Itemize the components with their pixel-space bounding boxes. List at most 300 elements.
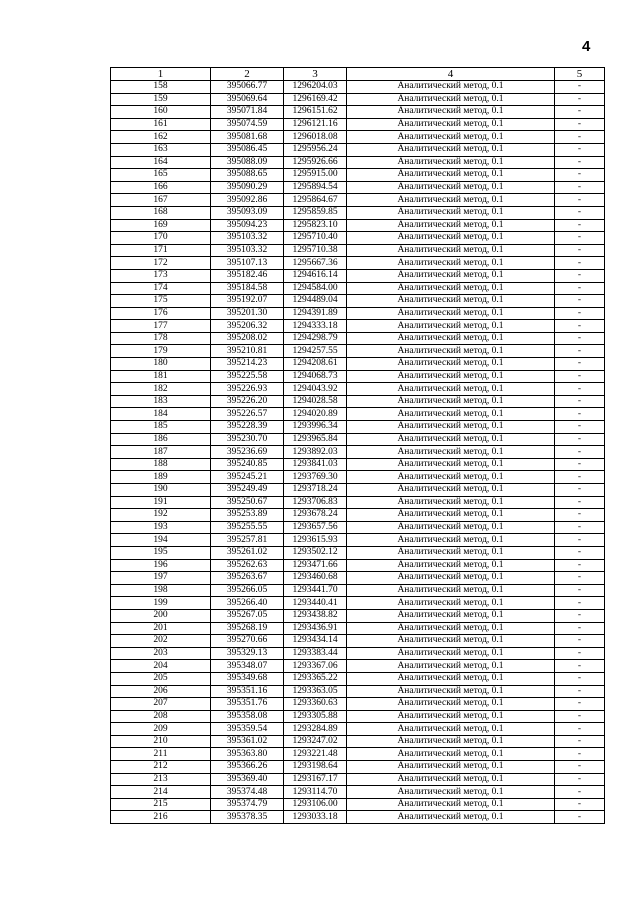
x-coordinate-cell: 395351.76 (211, 698, 284, 711)
x-coordinate-cell: 395225.58 (211, 370, 284, 383)
x-coordinate-cell: 395240.85 (211, 458, 284, 471)
table-header-row (111, 68, 605, 81)
note-cell: - (555, 559, 605, 572)
table-row (111, 471, 605, 484)
y-coordinate-cell: 1294616.14 (284, 269, 347, 282)
y-coordinate-cell: 1293460.68 (284, 572, 347, 585)
note-cell: - (555, 509, 605, 522)
note-cell: - (555, 597, 605, 610)
table-row (111, 509, 605, 522)
y-coordinate-cell: 1293367.06 (284, 660, 347, 673)
method-cell: Аналитический метод, 0.1 (347, 698, 555, 711)
table-row (111, 408, 605, 421)
method-cell: Аналитический метод, 0.1 (347, 370, 555, 383)
table-row (111, 106, 605, 119)
x-coordinate-cell: 395071.84 (211, 106, 284, 119)
note-cell: - (555, 169, 605, 182)
method-cell: Аналитический метод, 0.1 (347, 635, 555, 648)
table-row (111, 496, 605, 509)
y-coordinate-cell: 1293502.12 (284, 546, 347, 559)
table-row (111, 395, 605, 408)
point-number-cell: 200 (111, 609, 211, 622)
table-row (111, 735, 605, 748)
y-coordinate-cell: 1295710.40 (284, 232, 347, 245)
x-coordinate-cell: 395182.46 (211, 269, 284, 282)
table-row (111, 244, 605, 257)
note-cell: - (555, 647, 605, 660)
method-cell: Аналитический метод, 0.1 (347, 383, 555, 396)
y-coordinate-cell: 1296121.16 (284, 118, 347, 131)
method-cell: Аналитический метод, 0.1 (347, 219, 555, 232)
method-cell: Аналитический метод, 0.1 (347, 572, 555, 585)
x-coordinate-cell: 395228.39 (211, 421, 284, 434)
method-cell: Аналитический метод, 0.1 (347, 748, 555, 761)
method-cell: Аналитический метод, 0.1 (347, 345, 555, 358)
y-coordinate-cell: 1296169.42 (284, 93, 347, 106)
method-cell: Аналитический метод, 0.1 (347, 282, 555, 295)
x-coordinate-cell: 395201.30 (211, 307, 284, 320)
note-cell: - (555, 798, 605, 811)
y-coordinate-cell: 1293769.30 (284, 471, 347, 484)
x-coordinate-cell: 395086.45 (211, 143, 284, 156)
table-row (111, 685, 605, 698)
y-coordinate-cell: 1293436.91 (284, 622, 347, 635)
y-coordinate-cell: 1293305.88 (284, 710, 347, 723)
method-cell: Аналитический метод, 0.1 (347, 295, 555, 308)
note-cell: - (555, 672, 605, 685)
x-coordinate-cell: 395081.68 (211, 131, 284, 144)
note-cell: - (555, 458, 605, 471)
x-coordinate-cell: 395267.05 (211, 609, 284, 622)
table-row (111, 534, 605, 547)
table-row (111, 433, 605, 446)
y-coordinate-cell: 1295864.67 (284, 194, 347, 207)
table-row (111, 584, 605, 597)
x-coordinate-cell: 395074.59 (211, 118, 284, 131)
point-number-cell: 171 (111, 244, 211, 257)
method-cell: Аналитический метод, 0.1 (347, 534, 555, 547)
page-number: 4 (582, 38, 591, 55)
x-coordinate-cell: 395374.48 (211, 786, 284, 799)
table-row (111, 609, 605, 622)
x-coordinate-cell: 395363.80 (211, 748, 284, 761)
table-row (111, 295, 605, 308)
point-number-cell: 202 (111, 635, 211, 648)
x-coordinate-cell: 395226.57 (211, 408, 284, 421)
y-coordinate-cell: 1293434.14 (284, 635, 347, 648)
point-number-cell: 174 (111, 282, 211, 295)
table-row (111, 786, 605, 799)
point-number-cell: 193 (111, 521, 211, 534)
method-cell: Аналитический метод, 0.1 (347, 484, 555, 497)
method-cell: Аналитический метод, 0.1 (347, 307, 555, 320)
y-coordinate-cell: 1293678.24 (284, 509, 347, 522)
y-coordinate-cell: 1293996.34 (284, 421, 347, 434)
x-coordinate-cell: 395094.23 (211, 219, 284, 232)
x-coordinate-cell: 395093.09 (211, 206, 284, 219)
note-cell: - (555, 433, 605, 446)
note-cell: - (555, 81, 605, 94)
column-header: 3 (284, 68, 347, 81)
point-number-cell: 165 (111, 169, 211, 182)
table-row (111, 206, 605, 219)
method-cell: Аналитический метод, 0.1 (347, 509, 555, 522)
column-header: 2 (211, 68, 284, 81)
note-cell: - (555, 257, 605, 270)
point-number-cell: 190 (111, 484, 211, 497)
note-cell: - (555, 383, 605, 396)
note-cell: - (555, 534, 605, 547)
method-cell: Аналитический метод, 0.1 (347, 408, 555, 421)
y-coordinate-cell: 1293965.84 (284, 433, 347, 446)
y-coordinate-cell: 1294043.92 (284, 383, 347, 396)
y-coordinate-cell: 1293365.22 (284, 672, 347, 685)
x-coordinate-cell: 395255.55 (211, 521, 284, 534)
x-coordinate-cell: 395230.70 (211, 433, 284, 446)
y-coordinate-cell: 1296018.08 (284, 131, 347, 144)
note-cell: - (555, 307, 605, 320)
point-number-cell: 199 (111, 597, 211, 610)
x-coordinate-cell: 395270.66 (211, 635, 284, 648)
y-coordinate-cell: 1294584.00 (284, 282, 347, 295)
note-cell: - (555, 698, 605, 711)
note-cell: - (555, 421, 605, 434)
note-cell: - (555, 622, 605, 635)
x-coordinate-cell: 395206.32 (211, 320, 284, 333)
note-cell: - (555, 748, 605, 761)
method-cell: Аналитический метод, 0.1 (347, 609, 555, 622)
table-row (111, 219, 605, 232)
note-cell: - (555, 685, 605, 698)
y-coordinate-cell: 1295894.54 (284, 181, 347, 194)
note-cell: - (555, 131, 605, 144)
column-header: 1 (111, 68, 211, 81)
x-coordinate-cell: 395184.58 (211, 282, 284, 295)
x-coordinate-cell: 395092.86 (211, 194, 284, 207)
table-row (111, 181, 605, 194)
x-coordinate-cell: 395268.19 (211, 622, 284, 635)
x-coordinate-cell: 395103.32 (211, 232, 284, 245)
table-row (111, 320, 605, 333)
method-cell: Аналитический метод, 0.1 (347, 685, 555, 698)
note-cell: - (555, 710, 605, 723)
x-coordinate-cell: 395351.16 (211, 685, 284, 698)
y-coordinate-cell: 1295859.85 (284, 206, 347, 219)
y-coordinate-cell: 1293441.70 (284, 584, 347, 597)
y-coordinate-cell: 1293221.48 (284, 748, 347, 761)
y-coordinate-cell: 1293706.83 (284, 496, 347, 509)
y-coordinate-cell: 1293440.41 (284, 597, 347, 610)
method-cell: Аналитический метод, 0.1 (347, 559, 555, 572)
note-cell: - (555, 761, 605, 774)
note-cell: - (555, 118, 605, 131)
table-row (111, 622, 605, 635)
note-cell: - (555, 496, 605, 509)
note-cell: - (555, 660, 605, 673)
point-number-cell: 167 (111, 194, 211, 207)
point-number-cell: 213 (111, 773, 211, 786)
method-cell: Аналитический метод, 0.1 (347, 597, 555, 610)
table-row (111, 332, 605, 345)
note-cell: - (555, 181, 605, 194)
table-row (111, 358, 605, 371)
point-number-cell: 192 (111, 509, 211, 522)
note-cell: - (555, 609, 605, 622)
method-cell: Аналитический метод, 0.1 (347, 521, 555, 534)
x-coordinate-cell: 395249.49 (211, 484, 284, 497)
table-row (111, 143, 605, 156)
table-row (111, 559, 605, 572)
point-number-cell: 177 (111, 320, 211, 333)
table-row (111, 660, 605, 673)
note-cell: - (555, 232, 605, 245)
x-coordinate-cell: 395088.09 (211, 156, 284, 169)
table-row (111, 118, 605, 131)
table-row (111, 597, 605, 610)
note-cell: - (555, 106, 605, 119)
y-coordinate-cell: 1293114.70 (284, 786, 347, 799)
x-coordinate-cell: 395257.81 (211, 534, 284, 547)
point-number-cell: 209 (111, 723, 211, 736)
note-cell: - (555, 471, 605, 484)
table-row (111, 798, 605, 811)
point-number-cell: 182 (111, 383, 211, 396)
table-row (111, 761, 605, 774)
method-cell: Аналитический метод, 0.1 (347, 496, 555, 509)
method-cell: Аналитический метод, 0.1 (347, 647, 555, 660)
table-row (111, 169, 605, 182)
note-cell: - (555, 735, 605, 748)
point-number-cell: 161 (111, 118, 211, 131)
note-cell: - (555, 584, 605, 597)
point-number-cell: 214 (111, 786, 211, 799)
y-coordinate-cell: 1294028.58 (284, 395, 347, 408)
note-cell: - (555, 446, 605, 459)
method-cell: Аналитический метод, 0.1 (347, 269, 555, 282)
table-row (111, 446, 605, 459)
x-coordinate-cell: 395329.13 (211, 647, 284, 660)
y-coordinate-cell: 1294257.55 (284, 345, 347, 358)
coordinates-table (110, 67, 605, 824)
table-row (111, 521, 605, 534)
point-number-cell: 186 (111, 433, 211, 446)
table-row (111, 546, 605, 559)
y-coordinate-cell: 1293284.89 (284, 723, 347, 736)
table-row (111, 698, 605, 711)
point-number-cell: 208 (111, 710, 211, 723)
table-row (111, 307, 605, 320)
y-coordinate-cell: 1293033.18 (284, 811, 347, 824)
x-coordinate-cell: 395369.40 (211, 773, 284, 786)
x-coordinate-cell: 395107.13 (211, 257, 284, 270)
method-cell: Аналитический метод, 0.1 (347, 232, 555, 245)
y-coordinate-cell: 1295710.38 (284, 244, 347, 257)
table-row (111, 370, 605, 383)
method-cell: Аналитический метод, 0.1 (347, 433, 555, 446)
point-number-cell: 212 (111, 761, 211, 774)
method-cell: Аналитический метод, 0.1 (347, 257, 555, 270)
method-cell: Аналитический метод, 0.1 (347, 660, 555, 673)
note-cell: - (555, 484, 605, 497)
note-cell: - (555, 295, 605, 308)
method-cell: Аналитический метод, 0.1 (347, 169, 555, 182)
method-cell: Аналитический метод, 0.1 (347, 735, 555, 748)
x-coordinate-cell: 395263.67 (211, 572, 284, 585)
table-row (111, 257, 605, 270)
point-number-cell: 211 (111, 748, 211, 761)
method-cell: Аналитический метод, 0.1 (347, 761, 555, 774)
method-cell: Аналитический метод, 0.1 (347, 181, 555, 194)
x-coordinate-cell: 395066.77 (211, 81, 284, 94)
x-coordinate-cell: 395226.20 (211, 395, 284, 408)
note-cell: - (555, 206, 605, 219)
y-coordinate-cell: 1294489.04 (284, 295, 347, 308)
note-cell: - (555, 370, 605, 383)
method-cell: Аналитический метод, 0.1 (347, 320, 555, 333)
method-cell: Аналитический метод, 0.1 (347, 143, 555, 156)
point-number-cell: 178 (111, 332, 211, 345)
point-number-cell: 158 (111, 81, 211, 94)
point-number-cell: 198 (111, 584, 211, 597)
point-number-cell: 173 (111, 269, 211, 282)
x-coordinate-cell: 395261.02 (211, 546, 284, 559)
note-cell: - (555, 408, 605, 421)
table-row (111, 572, 605, 585)
point-number-cell: 196 (111, 559, 211, 572)
point-number-cell: 162 (111, 131, 211, 144)
note-cell: - (555, 635, 605, 648)
y-coordinate-cell: 1293892.03 (284, 446, 347, 459)
x-coordinate-cell: 395103.32 (211, 244, 284, 257)
method-cell: Аналитический метод, 0.1 (347, 93, 555, 106)
point-number-cell: 206 (111, 685, 211, 698)
x-coordinate-cell: 395210.81 (211, 345, 284, 358)
x-coordinate-cell: 395253.89 (211, 509, 284, 522)
x-coordinate-cell: 395374.79 (211, 798, 284, 811)
point-number-cell: 160 (111, 106, 211, 119)
y-coordinate-cell: 1293841.03 (284, 458, 347, 471)
method-cell: Аналитический метод, 0.1 (347, 458, 555, 471)
table-row (111, 635, 605, 648)
table-body (111, 81, 605, 824)
point-number-cell: 210 (111, 735, 211, 748)
x-coordinate-cell: 395378.35 (211, 811, 284, 824)
x-coordinate-cell: 395069.64 (211, 93, 284, 106)
x-coordinate-cell: 395088.65 (211, 169, 284, 182)
point-number-cell: 194 (111, 534, 211, 547)
column-header: 5 (555, 68, 605, 81)
point-number-cell: 191 (111, 496, 211, 509)
table-row (111, 710, 605, 723)
point-number-cell: 163 (111, 143, 211, 156)
method-cell: Аналитический метод, 0.1 (347, 156, 555, 169)
y-coordinate-cell: 1293657.56 (284, 521, 347, 534)
point-number-cell: 169 (111, 219, 211, 232)
method-cell: Аналитический метод, 0.1 (347, 395, 555, 408)
y-coordinate-cell: 1294208.61 (284, 358, 347, 371)
x-coordinate-cell: 395348.07 (211, 660, 284, 673)
note-cell: - (555, 546, 605, 559)
note-cell: - (555, 194, 605, 207)
y-coordinate-cell: 1293198.64 (284, 761, 347, 774)
method-cell: Аналитический метод, 0.1 (347, 798, 555, 811)
y-coordinate-cell: 1295915.00 (284, 169, 347, 182)
note-cell: - (555, 156, 605, 169)
table-row (111, 156, 605, 169)
method-cell: Аналитический метод, 0.1 (347, 811, 555, 824)
y-coordinate-cell: 1293615.93 (284, 534, 347, 547)
y-coordinate-cell: 1296204.03 (284, 81, 347, 94)
point-number-cell: 189 (111, 471, 211, 484)
method-cell: Аналитический метод, 0.1 (347, 546, 555, 559)
y-coordinate-cell: 1294298.79 (284, 332, 347, 345)
method-cell: Аналитический метод, 0.1 (347, 672, 555, 685)
y-coordinate-cell: 1294391.89 (284, 307, 347, 320)
table-row (111, 647, 605, 660)
note-cell: - (555, 282, 605, 295)
method-cell: Аналитический метод, 0.1 (347, 131, 555, 144)
table-row (111, 282, 605, 295)
y-coordinate-cell: 1294020.89 (284, 408, 347, 421)
method-cell: Аналитический метод, 0.1 (347, 244, 555, 257)
method-cell: Аналитический метод, 0.1 (347, 194, 555, 207)
x-coordinate-cell: 395208.02 (211, 332, 284, 345)
note-cell: - (555, 93, 605, 106)
note-cell: - (555, 786, 605, 799)
note-cell: - (555, 572, 605, 585)
point-number-cell: 166 (111, 181, 211, 194)
note-cell: - (555, 521, 605, 534)
point-number-cell: 197 (111, 572, 211, 585)
method-cell: Аналитический метод, 0.1 (347, 81, 555, 94)
method-cell: Аналитический метод, 0.1 (347, 421, 555, 434)
note-cell: - (555, 723, 605, 736)
note-cell: - (555, 332, 605, 345)
y-coordinate-cell: 1295926.66 (284, 156, 347, 169)
x-coordinate-cell: 395245.21 (211, 471, 284, 484)
table-row (111, 811, 605, 824)
y-coordinate-cell: 1294068.73 (284, 370, 347, 383)
method-cell: Аналитический метод, 0.1 (347, 622, 555, 635)
point-number-cell: 179 (111, 345, 211, 358)
point-number-cell: 159 (111, 93, 211, 106)
method-cell: Аналитический метод, 0.1 (347, 106, 555, 119)
point-number-cell: 205 (111, 672, 211, 685)
table-row (111, 773, 605, 786)
x-coordinate-cell: 395090.29 (211, 181, 284, 194)
x-coordinate-cell: 395349.68 (211, 672, 284, 685)
note-cell: - (555, 345, 605, 358)
point-number-cell: 188 (111, 458, 211, 471)
point-number-cell: 168 (111, 206, 211, 219)
y-coordinate-cell: 1293363.05 (284, 685, 347, 698)
point-number-cell: 207 (111, 698, 211, 711)
point-number-cell: 180 (111, 358, 211, 371)
y-coordinate-cell: 1293718.24 (284, 484, 347, 497)
method-cell: Аналитический метод, 0.1 (347, 786, 555, 799)
point-number-cell: 216 (111, 811, 211, 824)
point-number-cell: 172 (111, 257, 211, 270)
table-row (111, 748, 605, 761)
point-number-cell: 204 (111, 660, 211, 673)
table-row (111, 345, 605, 358)
x-coordinate-cell: 395236.69 (211, 446, 284, 459)
method-cell: Аналитический метод, 0.1 (347, 206, 555, 219)
x-coordinate-cell: 395358.08 (211, 710, 284, 723)
table-row (111, 383, 605, 396)
point-number-cell: 184 (111, 408, 211, 421)
point-number-cell: 183 (111, 395, 211, 408)
